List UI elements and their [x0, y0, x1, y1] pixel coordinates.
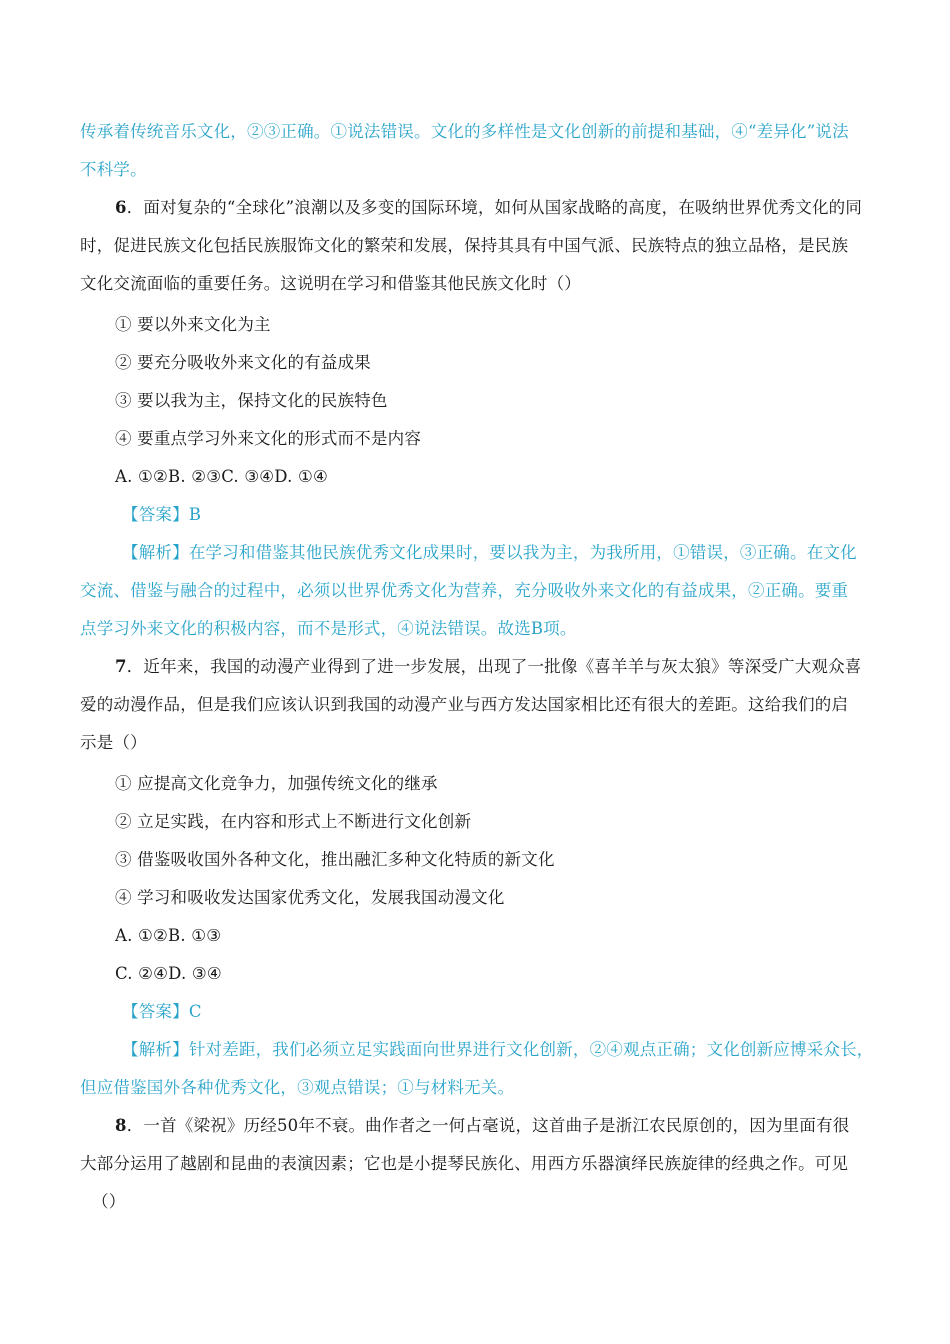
q6-number: 6: [115, 198, 127, 217]
prev-analysis-line-2: 不科学。: [80, 160, 147, 179]
q7-option-1: ① 应提高文化竞争力，加强传统文化的继承: [115, 774, 438, 793]
q6-option-4: ④ 要重点学习外来文化的形式而不是内容: [115, 429, 422, 448]
q6-analysis-line-2: 交流、借鉴与融合的过程中，必须以世界优秀文化为营养，充分吸收外来文化的有益成果，②正确。要重: [80, 581, 849, 600]
q6-choices: A. ①②B. ②③C. ③④D. ①④: [115, 467, 329, 486]
answer-value: C: [188, 1002, 202, 1021]
q7-stem-line-2: 爱的动漫作品，但是我们应该认识到我国的动漫产业与西方发达国家相比还有很大的差距。这给我们的启: [80, 695, 849, 714]
prev-analysis-line-1: 传承着传统音乐文化，②③正确。①说法错误。文化的多样性是文化创新的前提和基础，④“差异化”说法: [80, 122, 849, 141]
q6-stem-line-1: 6．面对复杂的“全球化”浪潮以及多变的国际环境，如何从国家战略的高度，在吸纳世界优秀文化的同: [115, 198, 863, 217]
q8-number: 8: [115, 1116, 127, 1135]
q7-choices-1: A. ①②B. ①③: [115, 926, 222, 945]
q8-stem-line-3: （）: [92, 1192, 126, 1211]
q7-choices-2: C. ②④D. ③④: [115, 964, 222, 983]
q6-option-1: ① 要以外来文化为主: [115, 315, 271, 334]
q6-analysis-line-3: 点学习外来文化的积极内容，而不是形式，④说法错误。故选B项。: [80, 619, 577, 638]
q7-stem-line-3: 示是（）: [80, 733, 147, 752]
q6-option-2: ② 要充分吸收外来文化的有益成果: [115, 353, 371, 372]
analysis-label: 【解析】: [122, 543, 189, 562]
q6-stem-line-3: 文化交流面临的重要任务。这说明在学习和借鉴其他民族文化时（）: [80, 274, 581, 293]
answer-label: 【答案】: [122, 1002, 189, 1021]
answer-value: B: [188, 505, 202, 524]
q7-option-2: ② 立足实践，在内容和形式上不断进行文化创新: [115, 812, 472, 831]
q7-option-3: ③ 借鉴吸收国外各种文化，推出融汇多种文化特质的新文化: [115, 850, 555, 869]
q7-analysis-line-1: 【解析】针对差距，我们必须立足实践面向世界进行文化创新，②④观点正确；文化创新应博采众长，: [122, 1040, 874, 1059]
q7-analysis-line-2: 但应借鉴国外各种优秀文化，③观点错误；①与材料无关。: [80, 1078, 515, 1097]
q6-stem-line-2: 时，促进民族文化包括民族服饰文化的繁荣和发展，保持其具有中国气派、民族特点的独立品格，是民族: [80, 236, 849, 255]
q7-option-4: ④ 学习和吸收发达国家优秀文化，发展我国动漫文化: [115, 888, 505, 907]
q8-stem-line-1: 8．一首《梁祝》历经50年不衰。曲作者之一何占毫说，这首曲子是浙江农民原创的，因为里面有很: [115, 1116, 850, 1135]
q8-stem-line-2: 大部分运用了越剧和昆曲的表演因素；它也是小提琴民族化、用西方乐器演绎民族旋律的经典之作。可见: [80, 1154, 849, 1173]
answer-label: 【答案】: [122, 505, 189, 524]
q7-number: 7: [115, 657, 127, 676]
q6-option-3: ③ 要以我为主，保持文化的民族特色: [115, 391, 388, 410]
q6-analysis-line-1: 【解析】在学习和借鉴其他民族优秀文化成果时，要以我为主，为我所用，①错误，③正确。在文化: [122, 543, 857, 562]
q6-answer: [122, 504, 201, 526]
analysis-label: 【解析】: [122, 1040, 189, 1059]
q7-stem-line-1: 7．近年来，我国的动漫产业得到了进一步发展，出现了一批像《喜羊羊与灰太狼》等深受广大观众喜: [115, 657, 862, 676]
q7-answer: [122, 1001, 202, 1023]
